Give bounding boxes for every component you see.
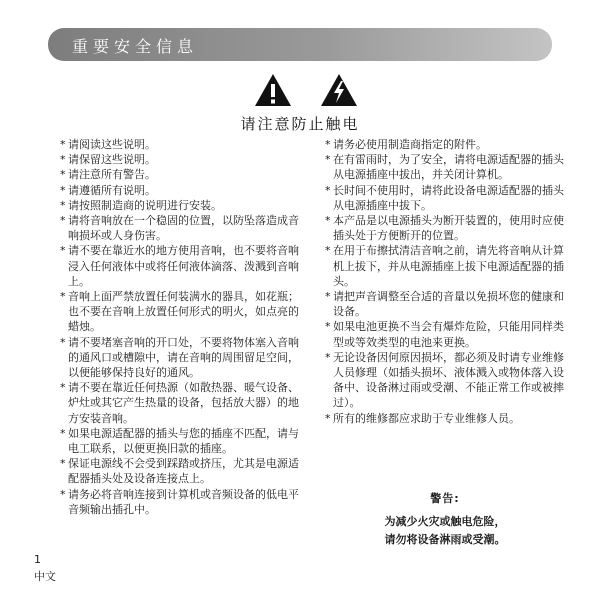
list-item: * 请遵循所有说明。 bbox=[60, 183, 156, 197]
subtitle-electric-shock: 请注意防止触电 bbox=[240, 115, 360, 133]
list-item: * 请务必使用制造商指定的附件。 bbox=[325, 138, 487, 151]
section-header-bar bbox=[48, 28, 552, 61]
list-item: * 请保留这些说明。 bbox=[60, 153, 156, 167]
list-item: * 请不要在靠近任何热源（如散热器、暖气设备、炉灶或其它产生热量的设备，包括放大器）的地方安装音响。 bbox=[60, 381, 299, 425]
list-item: * 请将音响放在一个稳固的位置，以防坠落造成音响损坏或人身伤害。 bbox=[60, 214, 299, 243]
list-item: * 请注意所有警告。 bbox=[60, 168, 156, 182]
list-item: * 请不要堵塞音响的开口处，不要将物体塞入音响的通风口或槽隙中，请在音响的周围留足空间，以便能够保持良好的通风。 bbox=[60, 335, 299, 380]
list-item: * 请按照制造商的说明进行安装。 bbox=[60, 198, 222, 212]
warning-line-2: 请勿将设备淋雨或受潮。 bbox=[384, 533, 506, 546]
list-item: * 请不要在靠近水的地方使用音响，也不要将音响浸入任何液体中或将任何液体滴落、泼溅到音响上。 bbox=[60, 244, 299, 288]
list-item: * 保证电源线不会受到踩踏或挤压，尤其是电源适配器插头处及设备连接点上。 bbox=[60, 457, 299, 486]
list-item: * 请阅读这些说明。 bbox=[60, 138, 156, 151]
list-item: * 在有雷雨时，为了安全，请将电源适配器的插头从电源插座中拔出，并关闭计算机。 bbox=[325, 153, 564, 182]
page-number: 1 bbox=[34, 553, 41, 566]
list-item: * 如果电池更换不当会有爆炸危险，只能用同样类型或等效类型的电池来更换。 bbox=[325, 320, 564, 349]
exclamation-triangle-icon bbox=[253, 72, 293, 108]
warning-text bbox=[345, 513, 545, 549]
list-item: * 长时间不使用时，请将此设备电源适配器的插头从电源插座中拔下。 bbox=[325, 183, 564, 212]
lightning-triangle-icon bbox=[319, 72, 359, 108]
warning-line-1: 为减少火灾或触电危险， bbox=[384, 515, 506, 528]
right-instruction-list bbox=[325, 137, 570, 426]
list-item: * 本产品是以电源插头为断开装置的，使用时应使插头处于方便断开的位置。 bbox=[325, 214, 564, 243]
list-item: * 请务必将音响连接到计算机或音频设备的低电平音频输出插孔中。 bbox=[60, 487, 299, 516]
section-title: 重要安全信息 bbox=[72, 37, 199, 56]
language-label: 中文 bbox=[34, 570, 56, 583]
list-item: * 如果电源适配器的插头与您的插座不匹配，请与电工联系，以便更换旧款的插座。 bbox=[60, 426, 299, 456]
left-instruction-list bbox=[60, 137, 305, 517]
list-item: * 所有的维修都应求助于专业维修人员。 bbox=[325, 411, 520, 425]
list-item: * 在用于布擦拭清洁音响之前，请先将音响从计算机上拔下，并从电源插座上拔下电源适配器的插头。 bbox=[325, 244, 564, 288]
warning-icons bbox=[253, 72, 363, 112]
list-item: * 无论设备因何原因损坏，都必须及时请专业维修人员修理（如插头损坏、液体溅入或物体落入设备中、设备淋过雨或受潮、不能正常工作或被摔过）。 bbox=[325, 350, 564, 410]
list-item: * 音响上面严禁放置任何装满水的器具，如花瓶；也不要在音响上放置任何形式的明火，如点亮的蜡烛。 bbox=[60, 290, 299, 334]
warning-heading: 警告: bbox=[430, 492, 460, 505]
list-item: * 请把声音调整至合适的音量以免损坏您的健康和设备。 bbox=[325, 290, 564, 319]
